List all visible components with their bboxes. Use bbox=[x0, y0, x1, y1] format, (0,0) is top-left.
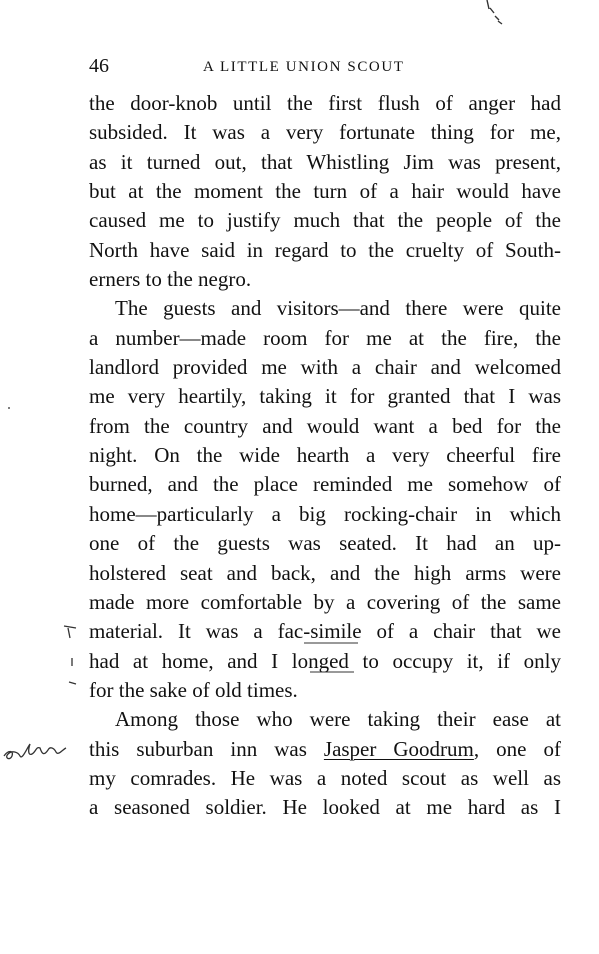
running-head: A LITTLE UNION SCOUT bbox=[203, 59, 405, 75]
text-line: one of the guests was seated. It had an up- bbox=[89, 531, 561, 556]
text-line: the door-knob until the first flush of anger had bbox=[89, 91, 561, 115]
handwritten-signature bbox=[0, 736, 72, 766]
text-line: had at home, and I longed to occupy it, if only bbox=[89, 648, 561, 673]
pencil-tick-mark bbox=[66, 656, 80, 692]
text-line: North have said in regard to the cruelty of South- bbox=[89, 237, 561, 262]
text-line: home—particularly a big rocking-chair in which bbox=[89, 501, 561, 526]
text-line: material. It was a fac-simile of a chair that we bbox=[89, 619, 561, 644]
text-line: Among those who were taking their ease at bbox=[115, 707, 561, 732]
text-line: made more comfortable by a covering of the same bbox=[89, 589, 561, 614]
text-line: holstered seat and back, and the high arms were bbox=[89, 560, 561, 585]
text-line: caused me to justify much that the people of the bbox=[89, 208, 561, 233]
text-line: a number—made room for me at the fire, the bbox=[89, 325, 561, 350]
pencil-underline bbox=[308, 669, 358, 675]
margin-dot bbox=[6, 405, 12, 411]
text-line: but at the moment the turn of a hair would have bbox=[89, 179, 561, 204]
pencil-underline bbox=[302, 640, 362, 646]
underlined-name: Jasper Goodrum bbox=[323, 736, 474, 761]
text-line: me very heartily, taking it for granted that I was bbox=[89, 384, 561, 409]
text-line: burned, and the place reminded me somehow of bbox=[89, 472, 561, 497]
text-line: night. On the wide hearth a very cheerful fire bbox=[89, 443, 561, 468]
text-line: as it turned out, that Whistling Jim was present, bbox=[89, 149, 561, 174]
pencil-tick-mark bbox=[62, 622, 80, 642]
text-line: subsided. It was a very fortunate thing for me, bbox=[89, 120, 561, 145]
text-segment: , one of bbox=[473, 736, 561, 761]
body-text bbox=[89, 89, 561, 823]
page-header bbox=[89, 55, 561, 79]
text-segment: this suburban inn was bbox=[89, 736, 324, 761]
page-number: 46 bbox=[89, 55, 109, 77]
text-line: The guests and visitors—and there were quite bbox=[115, 296, 561, 321]
text-line-underlined-name bbox=[89, 735, 561, 764]
pencil-mark-top bbox=[480, 0, 510, 32]
text-line: landlord provided me with a chair and welcomed bbox=[89, 355, 561, 380]
text-line: erners to the negro. bbox=[89, 267, 252, 292]
text-line: my comrades. He was a noted scout as well as bbox=[89, 765, 561, 790]
text-line: for the sake of old times. bbox=[89, 677, 298, 702]
text-line: from the country and would want a bed for the bbox=[89, 413, 561, 438]
text-line: a seasoned soldier. He looked at me hard as I bbox=[89, 795, 561, 820]
